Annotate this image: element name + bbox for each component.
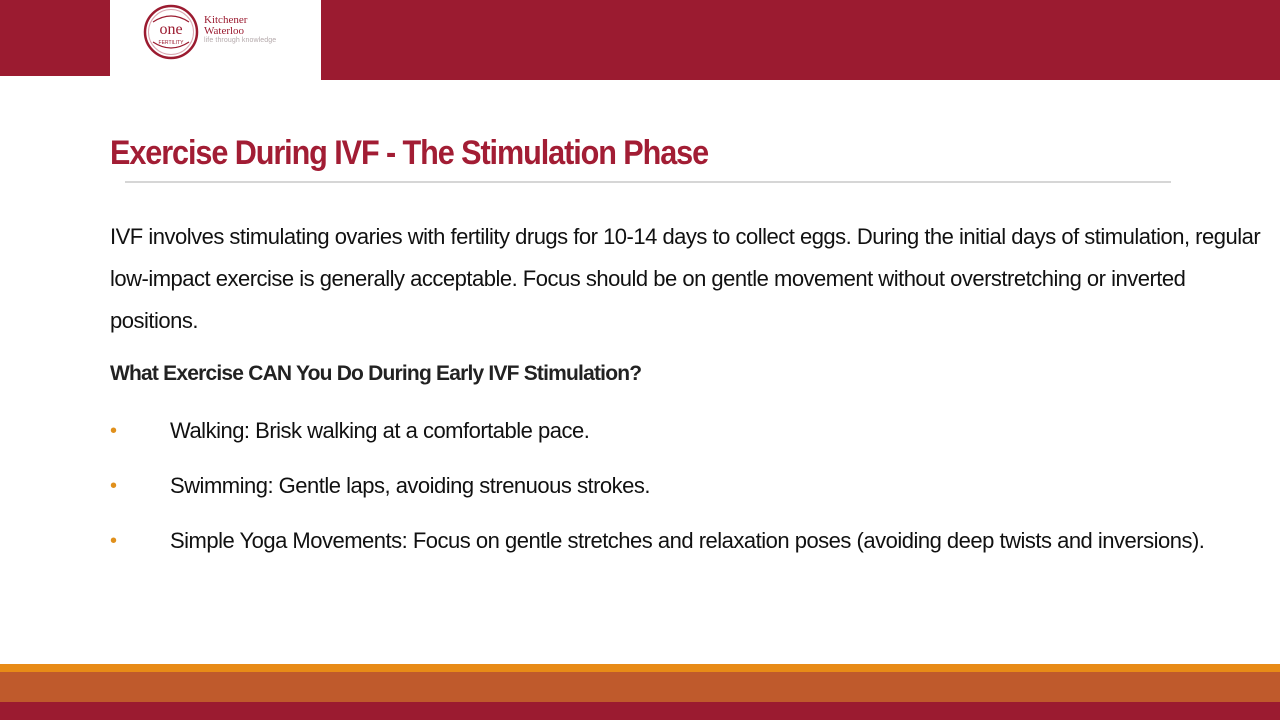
- list-item: [110, 520, 1210, 562]
- logo: [110, 0, 321, 80]
- footer-band-rust: [0, 672, 1280, 702]
- footer-band-orange: [0, 664, 1280, 672]
- exercise-list: [110, 410, 1210, 575]
- footer-band-crimson: [0, 702, 1280, 720]
- intro-paragraph: IVF involves stimulating ovaries with fertility drugs for 10-14 days to collect eggs. During the initial days of stimulation, regular low-impact exercise is generally acceptable. Focus should be on gentle movement without overstretching or inverted positions.: [110, 224, 1261, 333]
- logo-city-line2: Waterloo: [204, 25, 245, 37]
- logo-city-line1: Kitchener: [204, 14, 248, 26]
- logo-text: [204, 15, 276, 45]
- bullet-icon: •: [110, 530, 117, 552]
- list-item-text: Swimming: Gentle laps, avoiding strenuous strokes.: [170, 473, 651, 498]
- title-divider: [125, 181, 1171, 183]
- bullet-icon: •: [110, 420, 117, 442]
- list-item-text: Walking: Brisk walking at a comfortable pace.: [170, 418, 590, 443]
- logo-word: one: [159, 21, 183, 38]
- logo-small: FERTILITY: [158, 40, 184, 46]
- slide-title: Exercise During IVF - The Stimulation Phase: [110, 134, 709, 172]
- list-item: [110, 465, 1210, 507]
- logo-tagline: life through knowledge: [204, 37, 277, 44]
- subheading: What Exercise CAN You Do During Early IVF Stimulation?: [110, 362, 642, 385]
- header-band-left: [0, 0, 110, 76]
- list-item: [110, 410, 1210, 452]
- bullet-icon: •: [110, 475, 117, 497]
- list-item-text: Simple Yoga Movements: Focus on gentle stretches and relaxation poses (avoiding deep twists and inversions).: [170, 528, 1205, 553]
- header-band-right: [321, 0, 1280, 80]
- one-fertility-logo-icon: [143, 4, 199, 60]
